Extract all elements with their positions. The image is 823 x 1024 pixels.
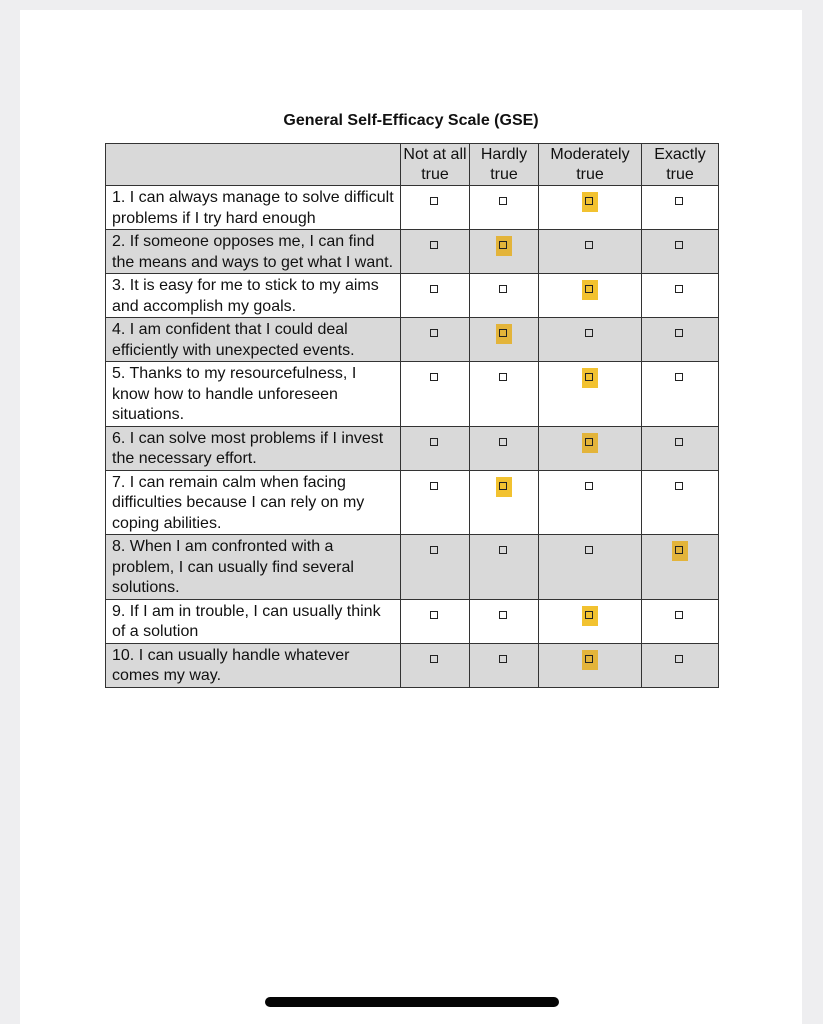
option-cell-moderately-true [539, 470, 642, 535]
checkbox-square-icon [675, 482, 683, 490]
checkbox-square-icon [675, 241, 683, 249]
table-row [106, 535, 719, 600]
checkbox-square-icon [430, 285, 438, 293]
header-corner-cell [106, 144, 401, 186]
checkbox-square-icon [430, 482, 438, 490]
item-statement: 6. I can solve most problems if I invest the necessary effort. [106, 426, 401, 470]
item-statement: 3. It is easy for me to stick to my aims and accomplish my goals. [106, 274, 401, 318]
option-cell-exactly-true [642, 470, 719, 535]
table-row [106, 599, 719, 643]
checkbox-exactly-true[interactable] [672, 192, 688, 212]
checkbox-square-icon [585, 197, 593, 205]
checkbox-square-icon [499, 241, 507, 249]
gse-table [105, 143, 719, 688]
checkbox-hardly-true[interactable] [496, 477, 512, 497]
checkbox-square-icon [675, 546, 683, 554]
checkbox-square-icon [499, 373, 507, 381]
checkbox-moderately-true[interactable] [582, 236, 598, 256]
option-cell-exactly-true [642, 643, 719, 687]
checkbox-square-icon [675, 285, 683, 293]
checkbox-square-icon [585, 482, 593, 490]
checkbox-square-icon [499, 285, 507, 293]
option-cell-not-at-all-true [401, 274, 470, 318]
option-cell-hardly-true [470, 599, 539, 643]
column-header-exactly-true: Exactly true [642, 144, 719, 186]
checkbox-square-icon [499, 546, 507, 554]
checkbox-moderately-true[interactable] [582, 650, 598, 670]
item-statement: 2. If someone opposes me, I can find the means and ways to get what I want. [106, 230, 401, 274]
table-row [106, 426, 719, 470]
option-cell-exactly-true [642, 535, 719, 600]
checkbox-square-icon [499, 655, 507, 663]
option-cell-not-at-all-true [401, 470, 470, 535]
option-cell-not-at-all-true [401, 186, 470, 230]
item-statement: 9. If I am in trouble, I can usually think of a solution [106, 599, 401, 643]
item-statement: 7. I can remain calm when facing difficulties because I can rely on my coping abilities. [106, 470, 401, 535]
option-cell-hardly-true [470, 274, 539, 318]
checkbox-not-at-all-true[interactable] [427, 606, 443, 626]
checkbox-not-at-all-true[interactable] [427, 236, 443, 256]
checkbox-square-icon [430, 197, 438, 205]
checkbox-hardly-true[interactable] [496, 192, 512, 212]
checkbox-square-icon [585, 373, 593, 381]
checkbox-moderately-true[interactable] [582, 324, 598, 344]
option-cell-moderately-true [539, 318, 642, 362]
checkbox-square-icon [675, 329, 683, 337]
checkbox-moderately-true[interactable] [582, 368, 598, 388]
option-cell-hardly-true [470, 362, 539, 427]
column-header-moderately-true: Moderately true [539, 144, 642, 186]
checkbox-square-icon [430, 655, 438, 663]
checkbox-square-icon [430, 611, 438, 619]
checkbox-hardly-true[interactable] [496, 433, 512, 453]
option-cell-hardly-true [470, 643, 539, 687]
page-title: General Self-Efficacy Scale (GSE) [283, 112, 539, 129]
option-cell-moderately-true [539, 599, 642, 643]
checkbox-square-icon [585, 611, 593, 619]
table-row [106, 643, 719, 687]
option-cell-moderately-true [539, 274, 642, 318]
checkbox-moderately-true[interactable] [582, 433, 598, 453]
option-cell-hardly-true [470, 426, 539, 470]
checkbox-square-icon [499, 438, 507, 446]
column-header-not-at-all-true: Not at all true [401, 144, 470, 186]
home-indicator-bar[interactable] [265, 997, 559, 1007]
checkbox-hardly-true[interactable] [496, 280, 512, 300]
checkbox-hardly-true[interactable] [496, 324, 512, 344]
option-cell-moderately-true [539, 362, 642, 427]
checkbox-hardly-true[interactable] [496, 606, 512, 626]
option-cell-moderately-true [539, 643, 642, 687]
item-statement: 4. I am confident that I could deal efficiently with unexpected events. [106, 318, 401, 362]
checkbox-exactly-true[interactable] [672, 650, 688, 670]
option-cell-exactly-true [642, 274, 719, 318]
option-cell-hardly-true [470, 230, 539, 274]
checkbox-moderately-true[interactable] [582, 477, 598, 497]
item-statement: 8. When I am confronted with a problem, I can usually find several solutions. [106, 535, 401, 600]
checkbox-moderately-true[interactable] [582, 192, 598, 212]
checkbox-moderately-true[interactable] [582, 541, 598, 561]
checkbox-square-icon [675, 655, 683, 663]
document-page [20, 10, 802, 1024]
checkbox-exactly-true[interactable] [672, 280, 688, 300]
option-cell-hardly-true [470, 186, 539, 230]
checkbox-not-at-all-true[interactable] [427, 477, 443, 497]
checkbox-hardly-true[interactable] [496, 236, 512, 256]
checkbox-not-at-all-true[interactable] [427, 433, 443, 453]
checkbox-square-icon [430, 329, 438, 337]
option-cell-exactly-true [642, 599, 719, 643]
item-statement: 1. I can always manage to solve difficult problems if I try hard enough [106, 186, 401, 230]
checkbox-square-icon [585, 546, 593, 554]
option-cell-moderately-true [539, 186, 642, 230]
checkbox-square-icon [585, 285, 593, 293]
checkbox-square-icon [499, 611, 507, 619]
checkbox-square-icon [585, 655, 593, 663]
checkbox-not-at-all-true[interactable] [427, 541, 443, 561]
checkbox-hardly-true[interactable] [496, 368, 512, 388]
checkbox-hardly-true[interactable] [496, 541, 512, 561]
checkbox-square-icon [430, 373, 438, 381]
option-cell-exactly-true [642, 426, 719, 470]
option-cell-exactly-true [642, 362, 719, 427]
option-cell-moderately-true [539, 535, 642, 600]
option-cell-not-at-all-true [401, 599, 470, 643]
checkbox-square-icon [675, 611, 683, 619]
checkbox-square-icon [585, 241, 593, 249]
checkbox-exactly-true[interactable] [672, 368, 688, 388]
item-statement: 10. I can usually handle whatever comes my way. [106, 643, 401, 687]
option-cell-not-at-all-true [401, 643, 470, 687]
checkbox-not-at-all-true[interactable] [427, 324, 443, 344]
table-row [106, 362, 719, 427]
checkbox-square-icon [675, 373, 683, 381]
checkbox-hardly-true[interactable] [496, 650, 512, 670]
item-statement: 5. Thanks to my resourcefulness, I know how to handle unforeseen situations. [106, 362, 401, 427]
table-row [106, 230, 719, 274]
checkbox-exactly-true[interactable] [672, 477, 688, 497]
option-cell-not-at-all-true [401, 426, 470, 470]
checkbox-square-icon [675, 438, 683, 446]
checkbox-not-at-all-true[interactable] [427, 192, 443, 212]
column-header-hardly-true: Hardly true [470, 144, 539, 186]
checkbox-moderately-true[interactable] [582, 606, 598, 626]
checkbox-exactly-true[interactable] [672, 433, 688, 453]
checkbox-square-icon [430, 241, 438, 249]
option-cell-not-at-all-true [401, 230, 470, 274]
option-cell-hardly-true [470, 470, 539, 535]
checkbox-square-icon [585, 438, 593, 446]
table-row [106, 318, 719, 362]
checkbox-exactly-true[interactable] [672, 324, 688, 344]
checkbox-square-icon [430, 438, 438, 446]
checkbox-not-at-all-true[interactable] [427, 280, 443, 300]
option-cell-moderately-true [539, 426, 642, 470]
checkbox-not-at-all-true[interactable] [427, 650, 443, 670]
option-cell-not-at-all-true [401, 318, 470, 362]
option-cell-exactly-true [642, 230, 719, 274]
checkbox-square-icon [499, 329, 507, 337]
checkbox-square-icon [585, 329, 593, 337]
header-row [106, 144, 719, 186]
option-cell-exactly-true [642, 186, 719, 230]
checkbox-square-icon [499, 482, 507, 490]
option-cell-not-at-all-true [401, 362, 470, 427]
option-cell-hardly-true [470, 535, 539, 600]
checkbox-square-icon [499, 197, 507, 205]
checkbox-square-icon [430, 546, 438, 554]
option-cell-moderately-true [539, 230, 642, 274]
checkbox-not-at-all-true[interactable] [427, 368, 443, 388]
option-cell-not-at-all-true [401, 535, 470, 600]
checkbox-square-icon [675, 197, 683, 205]
checkbox-exactly-true[interactable] [672, 606, 688, 626]
option-cell-hardly-true [470, 318, 539, 362]
table-row [106, 186, 719, 230]
option-cell-exactly-true [642, 318, 719, 362]
checkbox-exactly-true[interactable] [672, 541, 688, 561]
table-row [106, 274, 719, 318]
table-row [106, 470, 719, 535]
checkbox-exactly-true[interactable] [672, 236, 688, 256]
checkbox-moderately-true[interactable] [582, 280, 598, 300]
